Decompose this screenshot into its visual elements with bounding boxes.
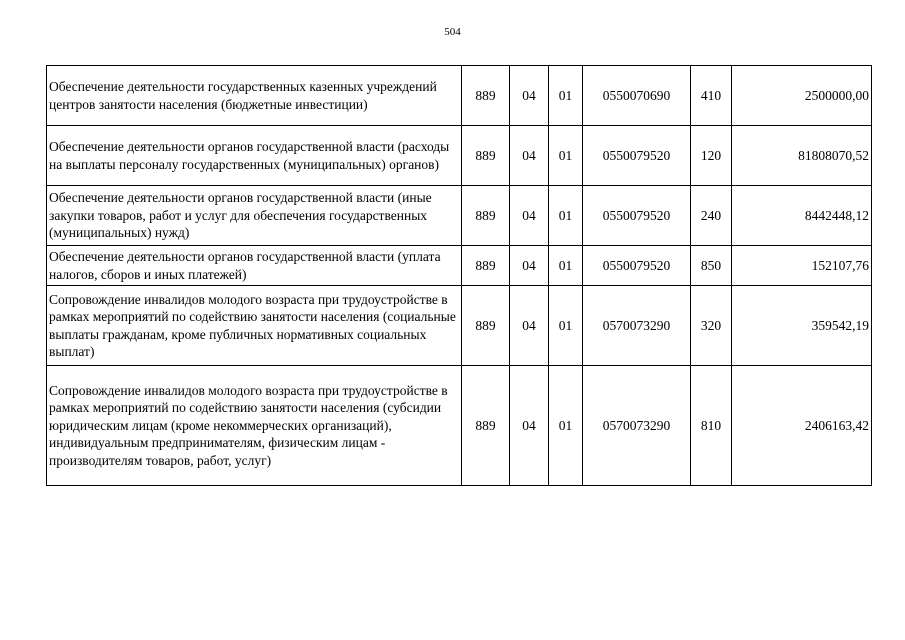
row-target-article: 0550079520 xyxy=(583,126,691,186)
row-subsection-code: 01 xyxy=(549,186,583,246)
row-expense-type: 240 xyxy=(691,186,732,246)
row-subsection-code: 01 xyxy=(549,286,583,366)
table-row xyxy=(47,246,872,286)
row-expense-type: 320 xyxy=(691,286,732,366)
row-expense-type: 120 xyxy=(691,126,732,186)
row-section-code: 04 xyxy=(510,126,549,186)
row-subsection-code: 01 xyxy=(549,66,583,126)
row-ministry-code: 889 xyxy=(462,186,510,246)
row-expense-type: 810 xyxy=(691,366,732,486)
row-section-code: 04 xyxy=(510,366,549,486)
row-description: Обеспечение деятельности государственных казенных учреждений центров занятости населения (бюджетные инвестиции) xyxy=(47,66,462,126)
budget-table xyxy=(46,65,872,486)
row-section-code: 04 xyxy=(510,186,549,246)
row-expense-type: 410 xyxy=(691,66,732,126)
row-section-code: 04 xyxy=(510,66,549,126)
row-amount: 81808070,52 xyxy=(732,126,872,186)
row-amount: 2406163,42 xyxy=(732,366,872,486)
row-ministry-code: 889 xyxy=(462,286,510,366)
row-target-article: 0550070690 xyxy=(583,66,691,126)
row-subsection-code: 01 xyxy=(549,246,583,286)
row-ministry-code: 889 xyxy=(462,366,510,486)
table-body xyxy=(47,66,872,486)
row-target-article: 0550079520 xyxy=(583,186,691,246)
table-row xyxy=(47,366,872,486)
row-subsection-code: 01 xyxy=(549,366,583,486)
table-row xyxy=(47,66,872,126)
row-expense-type: 850 xyxy=(691,246,732,286)
row-ministry-code: 889 xyxy=(462,246,510,286)
row-description: Обеспечение деятельности органов государственной власти (расходы на выплаты персоналу государственных (муниципальных) органов) xyxy=(47,126,462,186)
row-target-article: 0550079520 xyxy=(583,246,691,286)
row-description: Обеспечение деятельности органов государственной власти (иные закупки товаров, работ и услуг для обеспечения государственных (муниципальных) нужд) xyxy=(47,186,462,246)
row-description: Сопровождение инвалидов молодого возраста при трудоустройстве в рамках мероприятий по содействию занятости населения (субсидии юридическим лицам (кроме некоммерческих организаций), индивидуальным предпринимателям, физическим лицам - производителям товаров, работ, услуг) xyxy=(47,366,462,486)
table-row xyxy=(47,186,872,246)
row-target-article: 0570073290 xyxy=(583,366,691,486)
row-subsection-code: 01 xyxy=(549,126,583,186)
table-row xyxy=(47,126,872,186)
row-amount: 2500000,00 xyxy=(732,66,872,126)
row-ministry-code: 889 xyxy=(462,66,510,126)
table-row xyxy=(47,286,872,366)
row-target-article: 0570073290 xyxy=(583,286,691,366)
row-section-code: 04 xyxy=(510,246,549,286)
row-amount: 152107,76 xyxy=(732,246,872,286)
row-amount: 359542,19 xyxy=(732,286,872,366)
row-description: Сопровождение инвалидов молодого возраста при трудоустройстве в рамках мероприятий по содействию занятости населения (социальные выплаты гражданам, кроме публичных нормативных социальных выплат) xyxy=(47,286,462,366)
page-number: 504 xyxy=(444,26,461,38)
row-section-code: 04 xyxy=(510,286,549,366)
row-ministry-code: 889 xyxy=(462,126,510,186)
row-description: Обеспечение деятельности органов государственной власти (уплата налогов, сборов и иных платежей) xyxy=(47,246,462,286)
row-amount: 8442448,12 xyxy=(732,186,872,246)
